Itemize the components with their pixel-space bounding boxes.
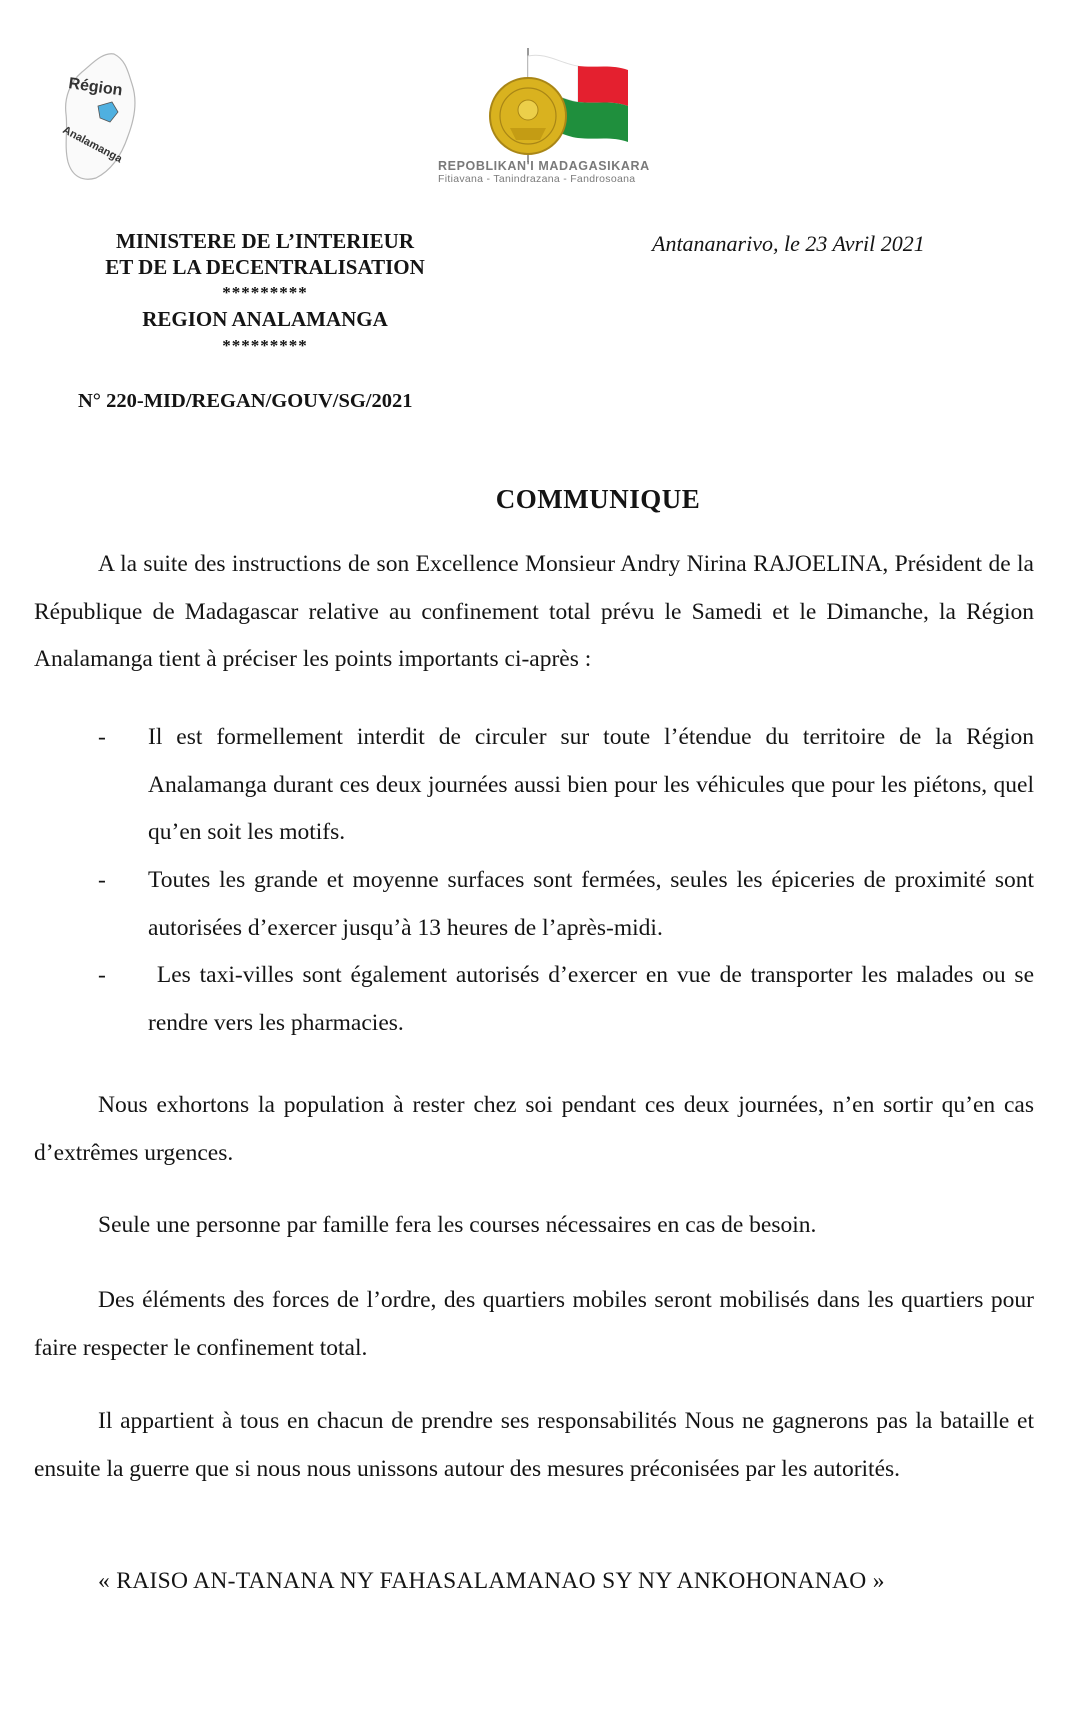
republic-name: REPOBLIKAN'I MADAGASIKARA — [438, 159, 650, 173]
region-analamanga-logo — [54, 50, 164, 185]
dateline: Antananarivo, le 23 Avril 2021 — [652, 231, 925, 256]
header-separator-1: ********* — [222, 283, 308, 302]
body-paragraph-4: Il appartient à tous en chacun de prendre ses responsabilités Nous ne gagnerons pas la bataille et ensuite la guerre que si nous nous unissons autour des mesures préconisées par les autorités. — [34, 1408, 1034, 1482]
bullet-dash: - — [98, 867, 106, 893]
bullet-dash: - — [98, 724, 106, 750]
reference-number: N° 220-MID/REGAN/GOUV/SG/2021 — [78, 390, 413, 412]
bullet-text: Il est formellement interdit de circuler sur toute l’étendue du territoire de la Région Analamanga durant ces deux journées aussi bien pour les véhicules que pour les piétons, quel qu’en soit les motifs. — [148, 724, 1034, 845]
bullet-text: Les taxi-villes sont également autorisés d’exercer en vue de transporter les malades ou se rendre vers les pharmacies. — [148, 962, 1040, 1036]
bullet-text: Toutes les grande et moyenne surfaces sont fermées, seules les épiceries de proximité sont autorisées d’exercer jusqu’à 13 heures de l’après-midi. — [148, 867, 1034, 941]
bullet-dash: - — [98, 962, 106, 988]
body-paragraph-3: Des éléments des forces de l’ordre, des quartiers mobiles seront mobilisés dans les quartiers pour faire respecter le confinement total. — [34, 1287, 1034, 1361]
region-name: REGION ANALAMANGA — [142, 307, 388, 331]
page-title: COMMUNIQUE — [495, 484, 701, 514]
svg-text:Région: Région — [67, 75, 124, 100]
ministry-line-2: ET DE LA DECENTRALISATION — [105, 255, 425, 279]
ministry-line-1: MINISTERE DE L’INTERIEUR — [116, 229, 414, 253]
header-separator-2: ********* — [222, 336, 308, 355]
closing-slogan: « RAISO AN-TANANA NY FAHASALAMANAO SY NY ANKOHONANAO » — [98, 1568, 885, 1594]
body-paragraph-2: Seule une personne par famille fera les courses nécessaires en cas de besoin. — [98, 1212, 817, 1238]
republic-motto: Fitiavana - Tanindrazana - Fandrosoana — [438, 172, 636, 185]
svg-text:Analamanga: Analamanga — [60, 124, 124, 166]
intro-paragraph: A la suite des instructions de son Excellence Monsieur Andry Nirina RAJOELINA, Président de la République de Madagascar relative au confinement total prévu le Samedi et le Dimanche, la Région Analamanga tient à préciser les points importants ci-après : — [34, 551, 1034, 672]
republic-logo-caption — [438, 160, 698, 184]
body-paragraph-1: Nous exhortons la population à rester chez soi pendant ces deux journées, n’en sortir qu’en cas d’extrêmes urgences. — [34, 1092, 1034, 1166]
